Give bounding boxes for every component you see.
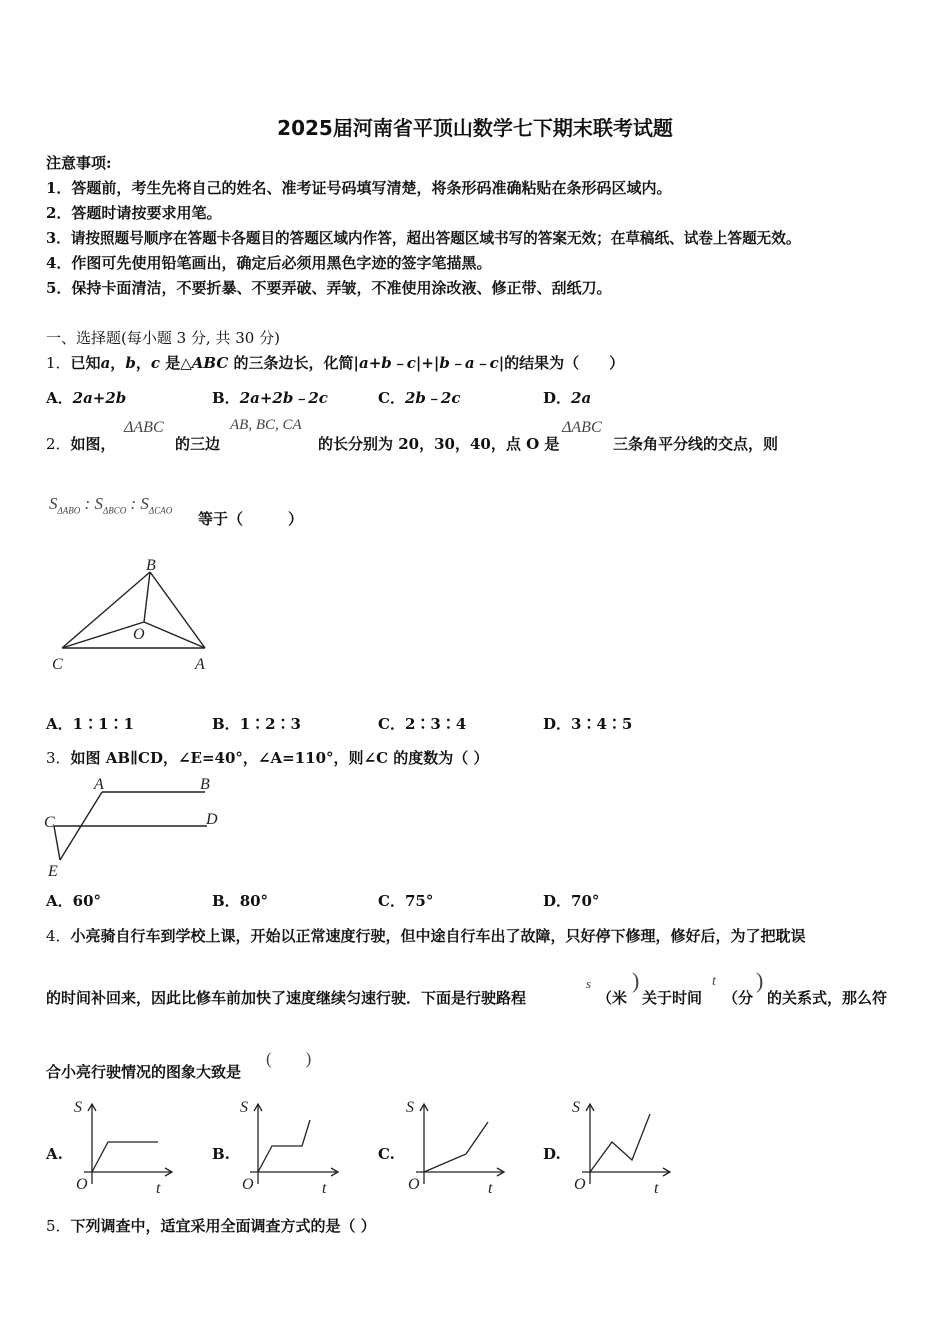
question-3: 3．如图 AB∥CD，∠E=40°，∠A=110°，则∠C 的度数为（ ） <box>46 749 489 767</box>
q3-option-a: A．60° <box>46 892 102 910</box>
q2-option-a: A．1∶1∶1 <box>46 715 134 733</box>
q3-label-d: D <box>206 811 218 828</box>
q2-text-4: 三条角平分线的交点，则 <box>613 435 779 453</box>
q4-paren-close-2: ) <box>756 968 764 993</box>
q1-option-d: D．2a <box>543 389 592 407</box>
q2-formula-sides: AB, BC, CA <box>230 417 302 433</box>
q4-option-a-label: A. <box>46 1145 63 1163</box>
q4d-y-axis-label: S <box>572 1099 580 1116</box>
q4-option-b-label: B. <box>212 1145 230 1163</box>
question-1: 1．已知a，b，c 是△ABC 的三条边长，化简|a+b﹣c|+|b﹣a﹣c|的结果为（ ） <box>46 354 625 372</box>
q4-graph-c <box>402 1096 512 1196</box>
q4c-y-axis-label: S <box>406 1099 414 1116</box>
q4b-x-axis-label: t <box>322 1180 327 1197</box>
q2-label-b: B <box>146 557 156 574</box>
q1-option-a: A．2a+2b <box>46 389 127 407</box>
notice-item-5: 5．保持卡面清洁，不要折暴、不要弄破、弄皱，不准使用涂改液、修正带、刮纸刀。 <box>46 279 612 297</box>
notice-item-1: 1．答题前，考生先将自己的姓名、准考证号码填写清楚，将条形码准确粘贴在条形码区域内。 <box>46 179 672 197</box>
q2-label-o: O <box>133 626 145 643</box>
q4-paren-close-1: ) <box>632 968 640 993</box>
q4-line-3: 合小亮行驶情况的图象大致是 <box>46 1063 242 1081</box>
q4-option-c-label: C. <box>378 1145 395 1163</box>
q4b-y-axis-label: S <box>240 1099 248 1116</box>
q4a-x-axis-label: t <box>156 1180 161 1197</box>
question-5: 5．下列调查中，适宜采用全面调查方式的是（ ） <box>46 1217 376 1235</box>
notice-item-2: 2．答题时请按要求用笔。 <box>46 204 222 222</box>
q4c-x-axis-label: t <box>488 1180 493 1197</box>
q4-graph-a <box>70 1096 180 1196</box>
q4-line-2b: （米 <box>597 989 628 1007</box>
q2-text-1: 2．如图， <box>46 435 116 453</box>
q1-option-b: B．2a+2b﹣2c <box>212 389 328 407</box>
q4b-origin-label: O <box>242 1176 254 1193</box>
notice-heading: 注意事项: <box>46 154 112 172</box>
q3-option-c: C．75° <box>378 892 434 910</box>
q4-answer-paren: ( ) <box>266 1049 312 1068</box>
q3-option-b: B．80° <box>212 892 269 910</box>
q4-option-d-label: D. <box>543 1145 561 1163</box>
q2-formula-abc-1: ΔABC <box>124 419 164 436</box>
q2-text-3: 的长分别为 20，30，40，点 O 是 <box>318 435 560 453</box>
q2-text-5: 等于（ ） <box>198 510 304 528</box>
q4-t-variable: t <box>712 974 716 989</box>
q4-line-2c: 关于时间 <box>642 989 703 1007</box>
q4a-y-axis-label: S <box>74 1099 82 1116</box>
q3-label-c: C <box>44 814 55 831</box>
q4-line-2d: （分 <box>723 989 754 1007</box>
q2-area-ratio-formula: $S_{\Delta ABO}$ : $S_{\Delta BCO}$ : $S_{\Delta CAO}$ <box>49 494 173 516</box>
q2-triangle-figure <box>40 550 220 680</box>
q3-parallel-lines-figure <box>40 772 230 882</box>
q4-graph-b <box>236 1096 346 1196</box>
q4d-x-axis-label: t <box>654 1180 659 1197</box>
q4a-origin-label: O <box>76 1176 88 1193</box>
q4-line-2a: 的时间补回来，因此比修车前加快了速度继续匀速行驶．下面是行驶路程 <box>46 989 527 1007</box>
q2-text-2: 的三边 <box>175 435 221 453</box>
q4-line-1: 4．小亮骑自行车到学校上课，开始以正常速度行驶，但中途自行车出了故障，只好停下修理，修好后，为了把耽误 <box>46 927 806 945</box>
q4-line-2e: 的关系式，那么符 <box>767 989 888 1007</box>
q4d-origin-label: O <box>574 1176 586 1193</box>
q2-label-c: C <box>52 656 63 673</box>
q4-s-variable: s <box>586 976 592 991</box>
q2-label-a: A <box>195 656 205 673</box>
q4c-origin-label: O <box>408 1176 420 1193</box>
q2-option-d: D．3∶4∶5 <box>543 715 633 733</box>
notice-item-3: 3．请按照题号顺序在答题卡各题目的答题区域内作答，超出答题区域书写的答案无效；在草稿纸、试卷上答题无效。 <box>46 230 801 247</box>
q3-label-b: B <box>200 776 210 793</box>
notice-item-4: 4．作图可先使用铅笔画出，确定后必须用黑色字迹的签字笔描黑。 <box>46 254 492 272</box>
page-title: 2025届河南省平顶山数学七下期末联考试题 <box>277 116 673 140</box>
section-heading: 一、选择题(每小题 3 分, 共 30 分) <box>46 329 280 347</box>
q2-option-b: B．1∶2∶3 <box>212 715 301 733</box>
q1-option-c: C．2b﹣2c <box>378 389 461 407</box>
q4-graph-d <box>568 1096 678 1196</box>
q2-formula-abc-2: ΔABC <box>562 419 602 436</box>
q3-label-e: E <box>48 863 58 880</box>
q3-option-d: D．70° <box>543 892 600 910</box>
q3-label-a: A <box>94 776 104 793</box>
q2-option-c: C．2∶3∶4 <box>378 715 467 733</box>
